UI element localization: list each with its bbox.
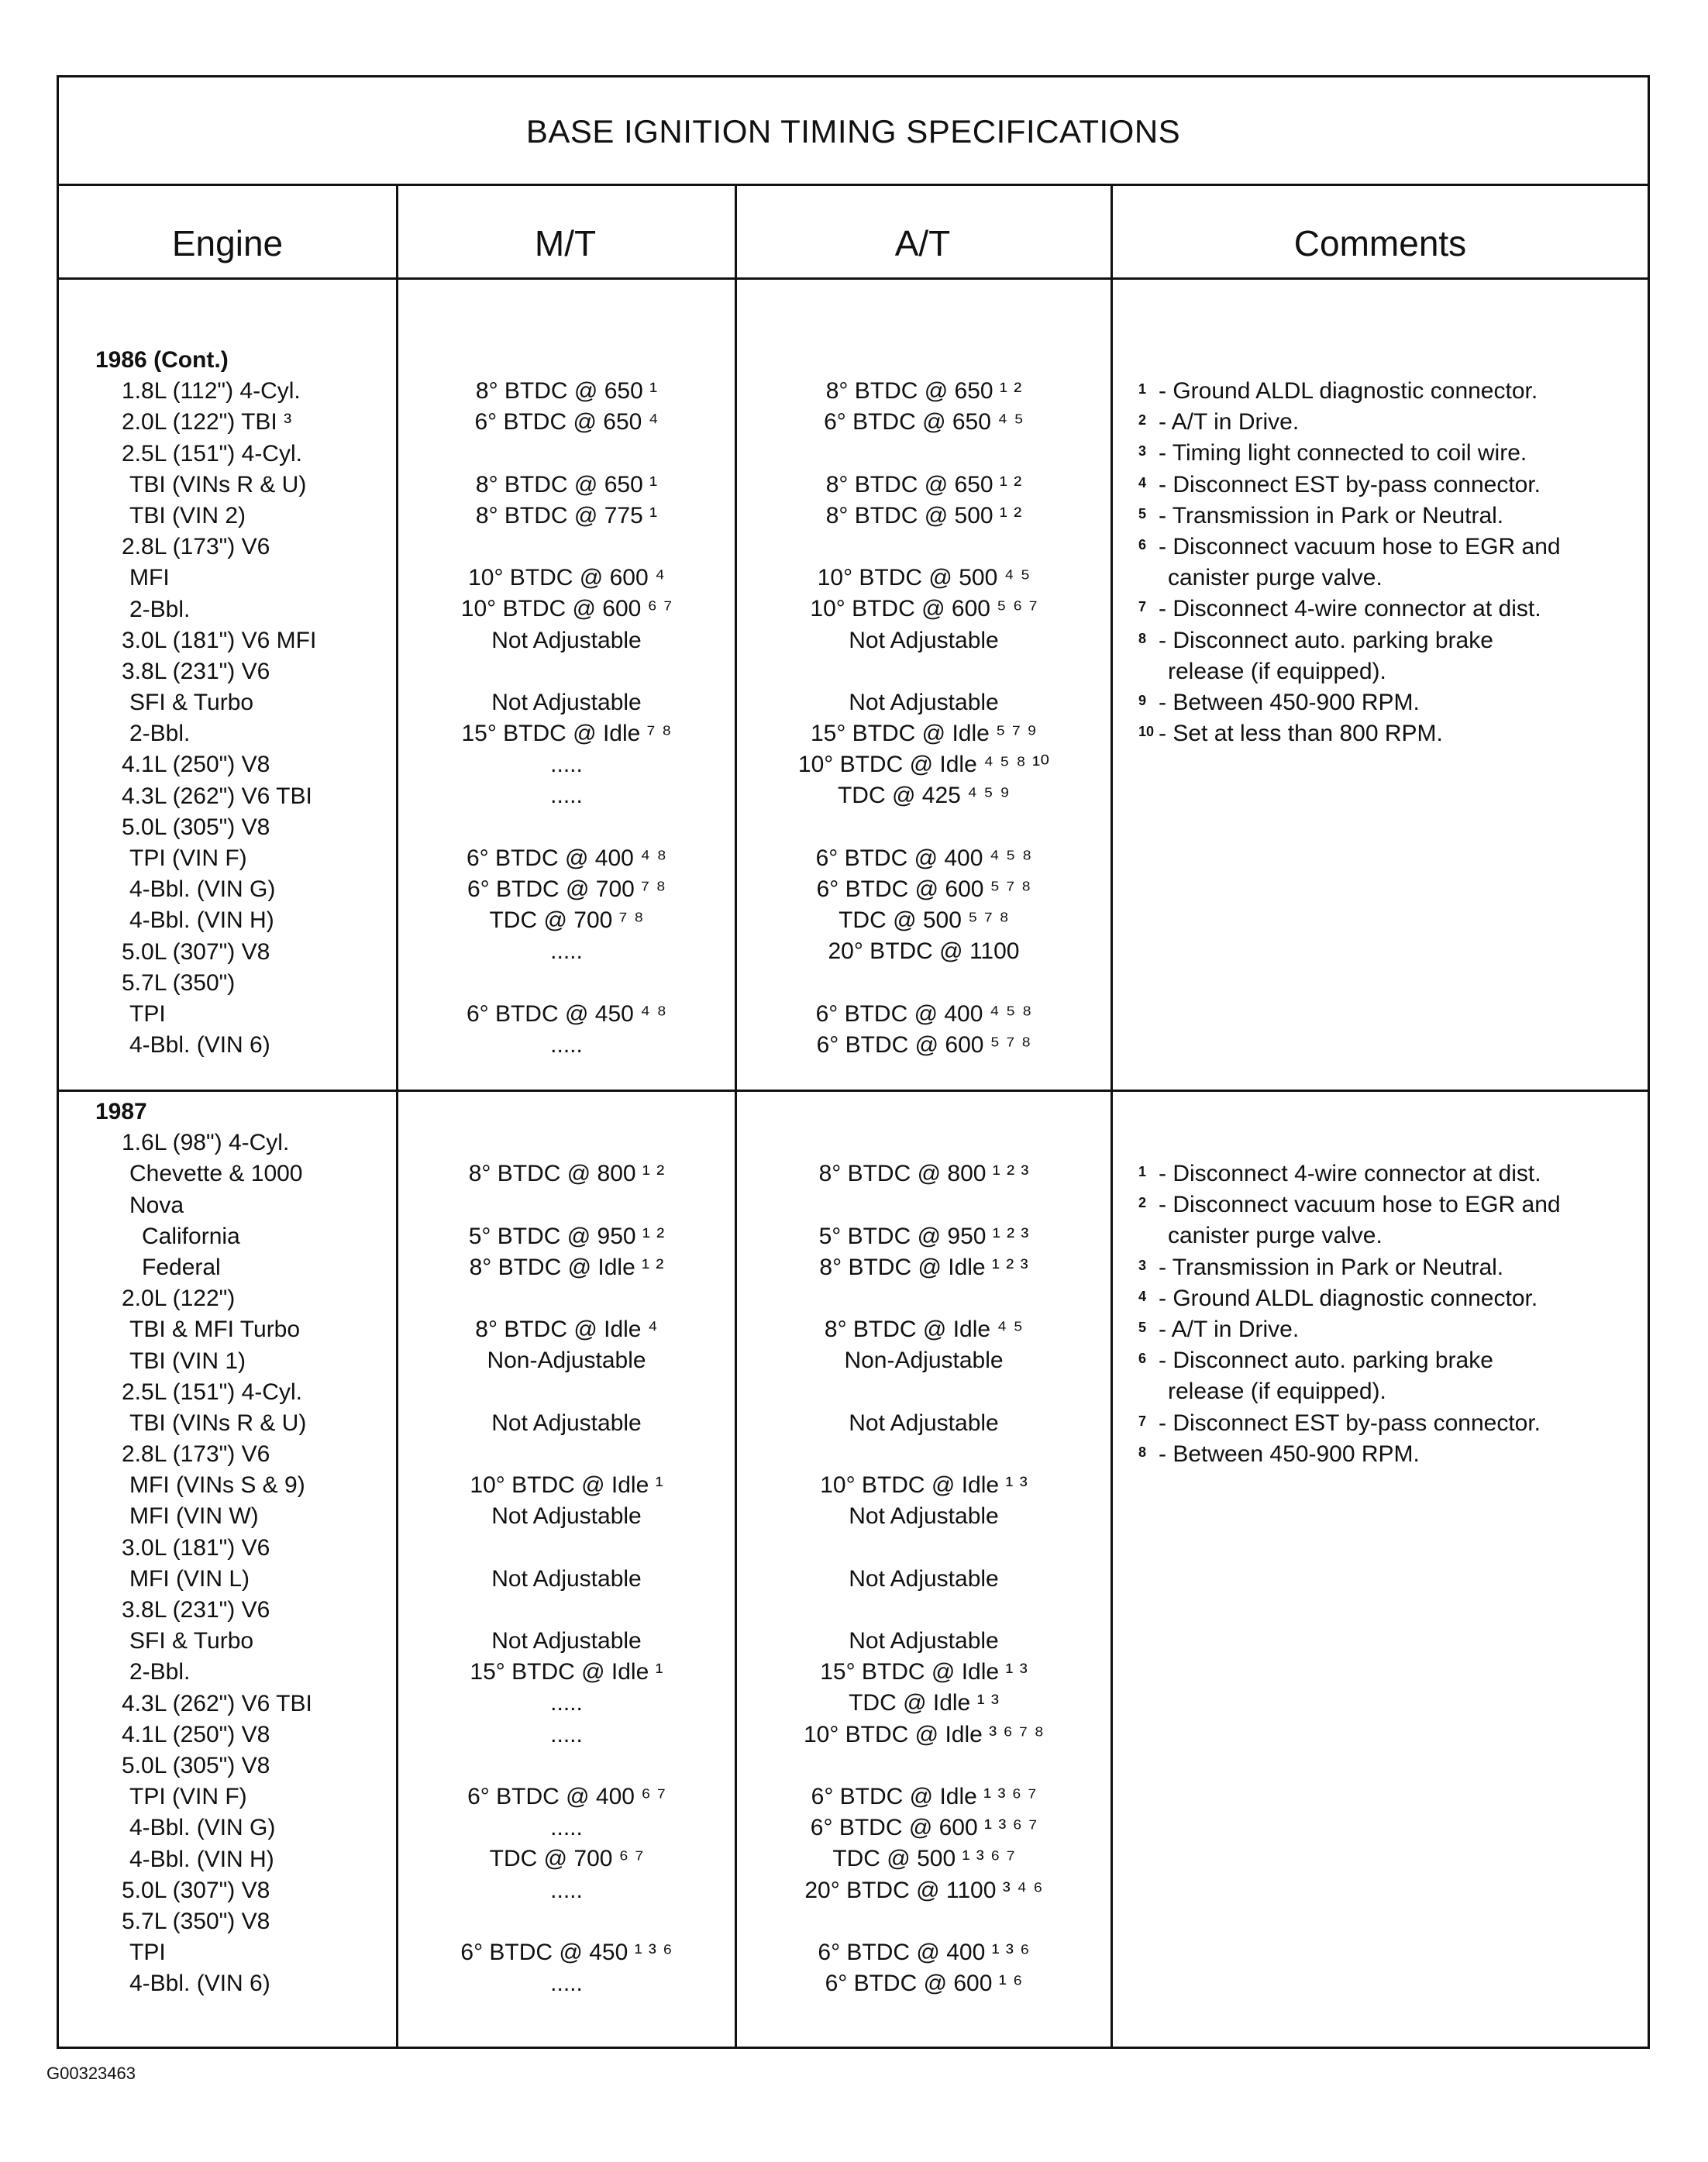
at-timing-cell: 8° BTDC @ 650 ¹ ² [825, 378, 1022, 404]
mt-timing-cell: ..... [550, 752, 583, 778]
comment-text: - Ground ALDL diagnostic connector. [1159, 378, 1538, 404]
title-divider [59, 184, 1648, 186]
mt-timing-cell: Not Adjustable [491, 1565, 642, 1592]
mt-timing-cell: 8° BTDC @ Idle ¹ ² [469, 1254, 664, 1280]
footnote-number: 5 [1138, 505, 1147, 522]
engine-cell: 5.7L (350") V8 [122, 1908, 270, 1934]
comment-line [1138, 1158, 1642, 1189]
comment-text: canister purge valve. [1168, 565, 1383, 591]
comment-line [1138, 376, 1642, 407]
section-1987-engine-column [95, 1096, 398, 1999]
comment-text: - Disconnect auto. parking brake [1159, 627, 1493, 653]
engine-cell: 5.7L (350") [122, 969, 236, 996]
engine-cell: 2-Bbl. [129, 1659, 191, 1685]
at-timing-cell: 6° BTDC @ 600 ⁵ ⁷ ⁸ [816, 1031, 1031, 1058]
mt-timing-cell: Not Adjustable [491, 627, 642, 653]
header-divider [59, 277, 1648, 280]
engine-cell: 5.0L (305") V8 [122, 814, 270, 840]
footnote-number: 4 [1138, 1288, 1147, 1304]
comment-line [1138, 532, 1642, 563]
engine-cell: TPI [129, 1000, 166, 1027]
at-timing-cell: Not Adjustable [849, 627, 999, 653]
mt-timing-cell: Not Adjustable [491, 1628, 642, 1654]
mt-timing-cell: 8° BTDC @ 800 ¹ ² [468, 1161, 665, 1187]
comment-line [1138, 594, 1642, 625]
footnote-number: 2 [1138, 1195, 1147, 1211]
mt-timing-cell: Non-Adjustable [487, 1348, 646, 1374]
mt-timing-cell: 10° BTDC @ 600 ⁴ [468, 565, 665, 591]
mt-timing-cell: 6° BTDC @ 650 ⁴ [474, 409, 659, 435]
mt-timing-cell [398, 532, 735, 563]
comment-line [1138, 470, 1642, 501]
comment-text: - Disconnect auto. parking brake [1159, 1348, 1493, 1374]
at-timing-cell: Not Adjustable [849, 1410, 999, 1436]
engine-cell: 4-Bbl. (VIN 6) [129, 1032, 270, 1059]
at-timing-cell: Not Adjustable [849, 689, 999, 715]
mt-timing-cell [398, 1283, 735, 1314]
header-comments: Comments [1293, 223, 1467, 263]
mt-timing-cell: 10° BTDC @ 600 ⁶ ⁷ [460, 596, 673, 622]
mt-timing-cell: 6° BTDC @ 450 ¹ ³ ⁶ [460, 1939, 673, 1965]
mt-timing-cell: ..... [550, 938, 583, 965]
engine-cell: SFI & Turbo [129, 690, 254, 716]
at-timing-cell: 6° BTDC @ Idle ¹ ³ ⁶ ⁷ [811, 1783, 1037, 1809]
year-heading: 1987 [95, 1099, 147, 1124]
engine-cell: 4-Bbl. (VIN G) [129, 876, 276, 903]
at-timing-cell: 10° BTDC @ 500 ⁴ ⁵ [817, 565, 1031, 591]
comment-line [1138, 1439, 1642, 1470]
engine-cell: TBI (VINs R & U) [129, 471, 307, 497]
mt-timing-cell [398, 1751, 735, 1782]
mt-timing-cell [398, 1377, 735, 1408]
footnote-number: 1 [1138, 381, 1147, 397]
footnote-number: 10 [1138, 724, 1155, 740]
header-at: A/T [894, 223, 951, 263]
footnote-number: 5 [1138, 1319, 1147, 1335]
at-timing-cell [737, 1751, 1111, 1782]
at-timing-cell [737, 656, 1111, 687]
mt-timing-cell: TDC @ 700 ⁷ ⁸ [489, 907, 644, 934]
mt-timing-cell: 6° BTDC @ 400 ⁴ ⁸ [466, 845, 667, 871]
mt-timing-cell: Not Adjustable [491, 689, 642, 715]
engine-cell: 4.3L (262") V6 TBI [122, 1690, 312, 1716]
comment-line [1138, 438, 1642, 469]
comment-line [1138, 501, 1642, 532]
comment-line [1138, 1220, 1642, 1251]
comment-text: canister purge valve. [1168, 1223, 1383, 1249]
engine-cell: 5.0L (307") V8 [122, 1877, 270, 1903]
comment-text: - Transmission in Park or Neutral. [1159, 1254, 1504, 1280]
at-timing-cell: 6° BTDC @ 400 ¹ ³ ⁶ [818, 1939, 1030, 1965]
engine-cell: 4-Bbl. (VIN G) [129, 1815, 276, 1841]
engine-cell: TPI [129, 1940, 166, 1966]
comment-line [1138, 687, 1642, 718]
engine-cell: 2.5L (151") 4-Cyl. [122, 1379, 302, 1405]
at-timing-cell [737, 1439, 1111, 1470]
at-timing-cell: 6° BTDC @ 600 ¹ ⁶ [825, 1971, 1023, 1997]
engine-cell: TBI (VINs R & U) [129, 1410, 307, 1436]
mt-timing-cell [398, 812, 735, 843]
header-engine: Engine [171, 223, 284, 263]
mt-timing-cell: 10° BTDC @ Idle ¹ [470, 1472, 663, 1499]
engine-cell: 2.0L (122") TBI ³ [122, 409, 292, 435]
comment-text: release (if equipped). [1168, 658, 1386, 684]
footnote-number: 8 [1138, 630, 1147, 646]
at-timing-cell: 20° BTDC @ 1100 [828, 938, 1020, 965]
section-1987-comments-column [1138, 1158, 1642, 1470]
comment-line [1138, 718, 1642, 749]
section-1986-comments-column [1138, 376, 1642, 749]
figure-id: G00323463 [46, 2064, 136, 2083]
year-heading: 1986 (Cont.) [95, 347, 229, 373]
engine-cell: 2-Bbl. [129, 721, 191, 747]
mt-timing-cell: 5° BTDC @ 950 ¹ ² [468, 1223, 665, 1249]
footnote-number: 7 [1138, 599, 1147, 615]
engine-cell: TPI (VIN F) [129, 845, 247, 871]
mt-timing-cell: ..... [550, 1971, 583, 1997]
at-timing-cell [737, 1595, 1111, 1626]
at-timing-cell: 8° BTDC @ 800 ¹ ² ³ [818, 1161, 1029, 1187]
at-timing-cell: Not Adjustable [849, 1565, 999, 1592]
section-1987-mt-column [398, 1127, 735, 1999]
at-timing-cell [737, 1532, 1111, 1563]
at-timing-cell: 5° BTDC @ 950 ¹ ² ³ [818, 1223, 1029, 1249]
mt-timing-cell [398, 438, 735, 469]
engine-cell: MFI (VIN W) [129, 1503, 259, 1530]
section-1987-at-column [737, 1127, 1111, 1999]
engine-cell: 4-Bbl. (VIN H) [129, 907, 274, 934]
mt-timing-cell: 8° BTDC @ Idle ⁴ [475, 1317, 658, 1343]
at-timing-cell: 15° BTDC @ Idle ⁵ ⁷ ⁹ [810, 721, 1037, 747]
mt-timing-cell: Not Adjustable [491, 1503, 642, 1530]
comment-text: - Between 450-900 RPM. [1159, 689, 1420, 715]
mt-timing-cell: ..... [550, 1721, 583, 1747]
mt-timing-cell: ..... [550, 1877, 583, 1903]
engine-cell: 3.8L (231") V6 [122, 1597, 270, 1623]
engine-cell: MFI [129, 565, 170, 591]
table-title: BASE IGNITION TIMING SPECIFICATIONS [525, 113, 1181, 150]
at-timing-cell: 8° BTDC @ 650 ¹ ² [825, 471, 1022, 497]
mt-timing-cell: 6° BTDC @ 400 ⁶ ⁷ [467, 1783, 666, 1809]
footnote-number: 3 [1138, 1257, 1147, 1273]
comment-text: - A/T in Drive. [1159, 409, 1300, 435]
comment-line [1138, 1314, 1642, 1345]
comment-line [1138, 625, 1642, 656]
mt-timing-cell: 6° BTDC @ 450 ⁴ ⁸ [466, 1000, 667, 1027]
engine-cell: 4.1L (250") V8 [122, 1721, 270, 1747]
at-timing-cell [737, 438, 1111, 469]
engine-cell: MFI (VIN L) [129, 1565, 250, 1592]
engine-cell: 2.5L (151") 4-Cyl. [122, 440, 302, 466]
mt-timing-cell: ..... [550, 783, 583, 809]
footnote-number: 9 [1138, 692, 1147, 708]
engine-cell: 4.3L (262") V6 TBI [122, 783, 312, 809]
at-timing-cell [737, 968, 1111, 999]
comment-text: - Between 450-900 RPM. [1159, 1441, 1420, 1467]
at-timing-cell: TDC @ 500 ⁵ ⁷ ⁸ [839, 907, 1009, 934]
at-timing-cell [737, 1127, 1111, 1158]
engine-cell: 3.8L (231") V6 [122, 658, 270, 684]
comment-line [1138, 563, 1642, 594]
comment-text: - Disconnect vacuum hose to EGR and [1159, 533, 1561, 559]
spec-table [57, 75, 1650, 2049]
mt-timing-cell [398, 968, 735, 999]
at-timing-cell [737, 812, 1111, 843]
mt-timing-cell: Not Adjustable [491, 1410, 642, 1436]
engine-cell: 2-Bbl. [129, 596, 191, 622]
mt-timing-cell [398, 1127, 735, 1158]
comment-line [1138, 1252, 1642, 1283]
footnote-number: 1 [1138, 1164, 1147, 1179]
section-divider [59, 1090, 1648, 1092]
at-timing-cell [737, 1283, 1111, 1314]
comment-text: - Transmission in Park or Neutral. [1159, 502, 1504, 528]
engine-cell: 3.0L (181") V6 MFI [122, 627, 317, 653]
at-timing-cell: 6° BTDC @ 600 ⁵ ⁷ ⁸ [816, 876, 1031, 902]
engine-cell: 4-Bbl. (VIN H) [129, 1846, 274, 1872]
comment-text: release (if equipped). [1168, 1379, 1386, 1405]
footnote-number: 6 [1138, 1351, 1147, 1367]
engine-cell: TPI (VIN F) [129, 1784, 247, 1810]
at-timing-cell: 10° BTDC @ Idle ¹ ³ [820, 1472, 1028, 1499]
section-1986-mt-column [398, 376, 735, 1061]
engine-cell: 4.1L (250") V8 [122, 752, 270, 778]
footnote-number: 7 [1138, 1413, 1147, 1429]
mt-timing-cell: ..... [550, 1690, 583, 1716]
at-timing-cell: 6° BTDC @ 400 ⁴ ⁵ ⁸ [815, 1000, 1032, 1027]
engine-cell: SFI & Turbo [129, 1628, 254, 1654]
comment-text: - Disconnect vacuum hose to EGR and [1159, 1192, 1561, 1218]
comment-text: - Disconnect EST by-pass connector. [1159, 471, 1541, 497]
at-timing-cell: 6° BTDC @ 650 ⁴ ⁵ [824, 409, 1024, 435]
mt-timing-cell: 8° BTDC @ 650 ¹ [475, 471, 658, 497]
at-timing-cell: Non-Adjustable [844, 1348, 1004, 1374]
at-timing-cell [737, 1189, 1111, 1220]
engine-cell: 2.8L (173") V6 [122, 1441, 270, 1468]
engine-cell: MFI (VINs S & 9) [129, 1472, 305, 1499]
mt-timing-cell: 8° BTDC @ 775 ¹ [475, 502, 658, 528]
at-timing-cell: 8° BTDC @ Idle ¹ ² ³ [819, 1254, 1028, 1280]
comment-text: - Disconnect EST by-pass connector. [1159, 1410, 1541, 1436]
mt-timing-cell: 6° BTDC @ 700 ⁷ ⁸ [467, 876, 666, 902]
engine-cell: Federal [142, 1254, 221, 1280]
comment-line [1138, 1376, 1642, 1407]
mt-timing-cell: 8° BTDC @ 650 ¹ [475, 378, 658, 404]
engine-cell: 2.8L (173") V6 [122, 534, 270, 560]
comment-line [1138, 1189, 1642, 1220]
comment-text: - A/T in Drive. [1159, 1316, 1300, 1342]
engine-cell: TBI (VIN 1) [129, 1348, 246, 1374]
engine-cell: 1.6L (98") 4-Cyl. [122, 1130, 290, 1156]
engine-cell: California [142, 1223, 240, 1249]
at-timing-cell [737, 1377, 1111, 1408]
at-timing-cell: 8° BTDC @ 500 ¹ ² [825, 502, 1022, 528]
mt-timing-cell: 15° BTDC @ Idle ⁷ ⁸ [461, 721, 672, 747]
comment-text: - Ground ALDL diagnostic connector. [1159, 1285, 1538, 1311]
comment-text: - Disconnect 4-wire connector at dist. [1159, 1161, 1541, 1186]
comment-line [1138, 656, 1642, 687]
header-mt: M/T [534, 223, 597, 263]
footnote-number: 6 [1138, 536, 1147, 553]
at-timing-cell: 15° BTDC @ Idle ¹ ³ [820, 1659, 1028, 1685]
engine-cell: TBI (VIN 2) [129, 502, 246, 528]
comment-text: - Timing light connected to coil wire. [1159, 440, 1527, 466]
mt-timing-cell: ..... [550, 1815, 583, 1841]
at-timing-cell [737, 1906, 1111, 1937]
mt-timing-cell [398, 1532, 735, 1563]
at-timing-cell [737, 532, 1111, 563]
col-divider-3 [1111, 184, 1113, 2049]
at-timing-cell: 6° BTDC @ 600 ¹ ³ ⁶ ⁷ [810, 1815, 1038, 1841]
engine-cell: Nova [129, 1192, 184, 1218]
engine-cell: 5.0L (307") V8 [122, 938, 270, 965]
mt-timing-cell [398, 1189, 735, 1220]
engine-cell: 3.0L (181") V6 [122, 1534, 270, 1561]
at-timing-cell: 20° BTDC @ 1100 ³ ⁴ ⁶ [804, 1877, 1043, 1903]
engine-cell: 5.0L (305") V8 [122, 1752, 270, 1778]
at-timing-cell: 10° BTDC @ Idle ³ ⁶ ⁷ ⁸ [803, 1721, 1045, 1747]
section-1986-at-column [737, 376, 1111, 1061]
comment-line [1138, 1345, 1642, 1376]
mt-timing-cell: 15° BTDC @ Idle ¹ [470, 1659, 663, 1685]
at-timing-cell: Not Adjustable [849, 1628, 999, 1654]
comment-text: - Disconnect 4-wire connector at dist. [1159, 596, 1541, 622]
comment-text: - Set at less than 800 RPM. [1159, 721, 1443, 747]
at-timing-cell: 8° BTDC @ Idle ⁴ ⁵ [824, 1317, 1024, 1343]
comment-line [1138, 1283, 1642, 1314]
engine-cell: 4-Bbl. (VIN 6) [129, 1971, 270, 1997]
at-timing-cell: Not Adjustable [849, 1503, 999, 1530]
engine-cell: Chevette & 1000 [129, 1161, 303, 1187]
mt-timing-cell [398, 656, 735, 687]
mt-timing-cell: TDC @ 700 ⁶ ⁷ [489, 1846, 644, 1872]
engine-cell: 2.0L (122") [122, 1286, 236, 1312]
comment-line [1138, 407, 1642, 438]
at-timing-cell: TDC @ Idle ¹ ³ [849, 1690, 999, 1716]
footnote-number: 8 [1138, 1444, 1147, 1460]
footnote-number: 2 [1138, 412, 1147, 429]
engine-cell: TBI & MFI Turbo [129, 1317, 301, 1343]
mt-timing-cell [398, 1595, 735, 1626]
at-timing-cell: TDC @ 425 ⁴ ⁵ ⁹ [837, 783, 1010, 809]
at-timing-cell: TDC @ 500 ¹ ³ ⁶ ⁷ [832, 1846, 1015, 1872]
mt-timing-cell [398, 1906, 735, 1937]
section-1986-engine-column [95, 345, 398, 1061]
at-timing-cell: 10° BTDC @ 600 ⁵ ⁶ ⁷ [810, 596, 1038, 622]
comment-line [1138, 1408, 1642, 1439]
engine-cell: 1.8L (112") 4-Cyl. [122, 378, 301, 405]
footnote-number: 4 [1138, 474, 1147, 491]
at-timing-cell: 10° BTDC @ Idle ⁴ ⁵ ⁸ ¹⁰ [797, 752, 1050, 778]
mt-timing-cell [398, 1439, 735, 1470]
at-timing-cell: 6° BTDC @ 400 ⁴ ⁵ ⁸ [815, 845, 1032, 871]
footnote-number: 3 [1138, 443, 1147, 460]
mt-timing-cell: ..... [550, 1031, 583, 1058]
